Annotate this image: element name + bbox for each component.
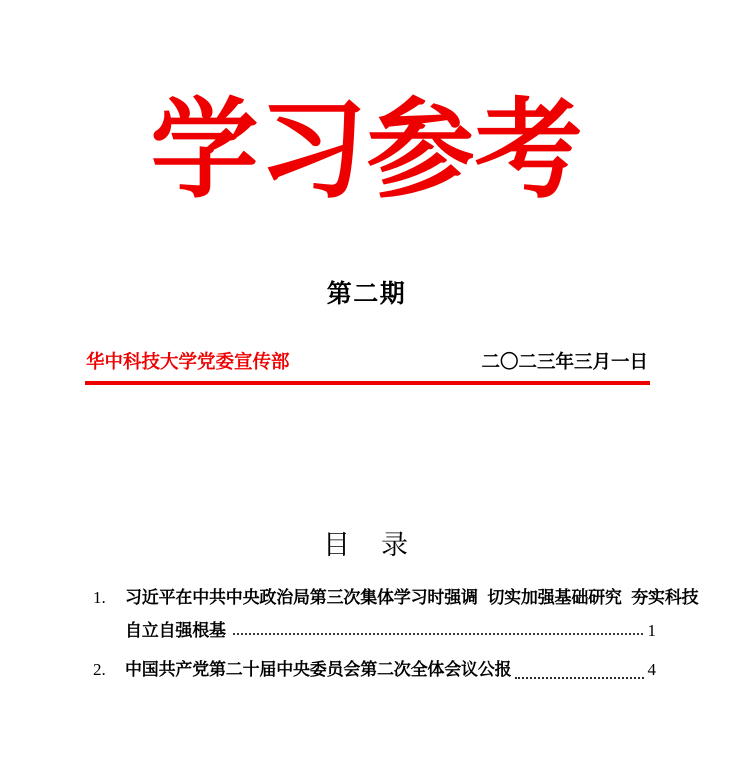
toc-entry[interactable] — [93, 581, 699, 647]
toc-entry-body — [125, 653, 656, 686]
toc-dot-leader — [233, 633, 643, 635]
toc-page-number: 4 — [647, 660, 656, 679]
toc-entry-text: 习近平在中共中央政治局第三次集体学习时强调 切实加强基础研究 夯实科技 — [125, 588, 699, 607]
toc-entry[interactable] — [93, 653, 656, 686]
toc-heading: 目 录 — [323, 530, 410, 560]
publication-info-row — [86, 350, 648, 374]
toc-entry-body — [125, 581, 699, 647]
toc-entry-text: 自立自强根基 — [125, 621, 226, 640]
toc-entry-lastline — [125, 614, 656, 647]
issue-number: 第二期 — [326, 281, 407, 308]
toc-dot-leader — [515, 677, 643, 679]
toc-list — [93, 581, 699, 686]
red-divider-rule — [85, 381, 650, 385]
toc-entry-text: 中国共产党第二十届中央委员会第二次全体会议公报 — [125, 660, 512, 679]
publication-date: 二〇二三年三月一日 — [481, 351, 648, 372]
toc-entry-number: 1. — [93, 588, 106, 607]
toc-entry-lastline — [125, 653, 656, 686]
publisher-name: 华中科技大学党委宣传部 — [86, 351, 290, 372]
toc-page-number: 1 — [647, 621, 656, 640]
masthead-title: 学习参考 — [150, 92, 583, 211]
toc-entry-number: 2. — [93, 660, 106, 679]
